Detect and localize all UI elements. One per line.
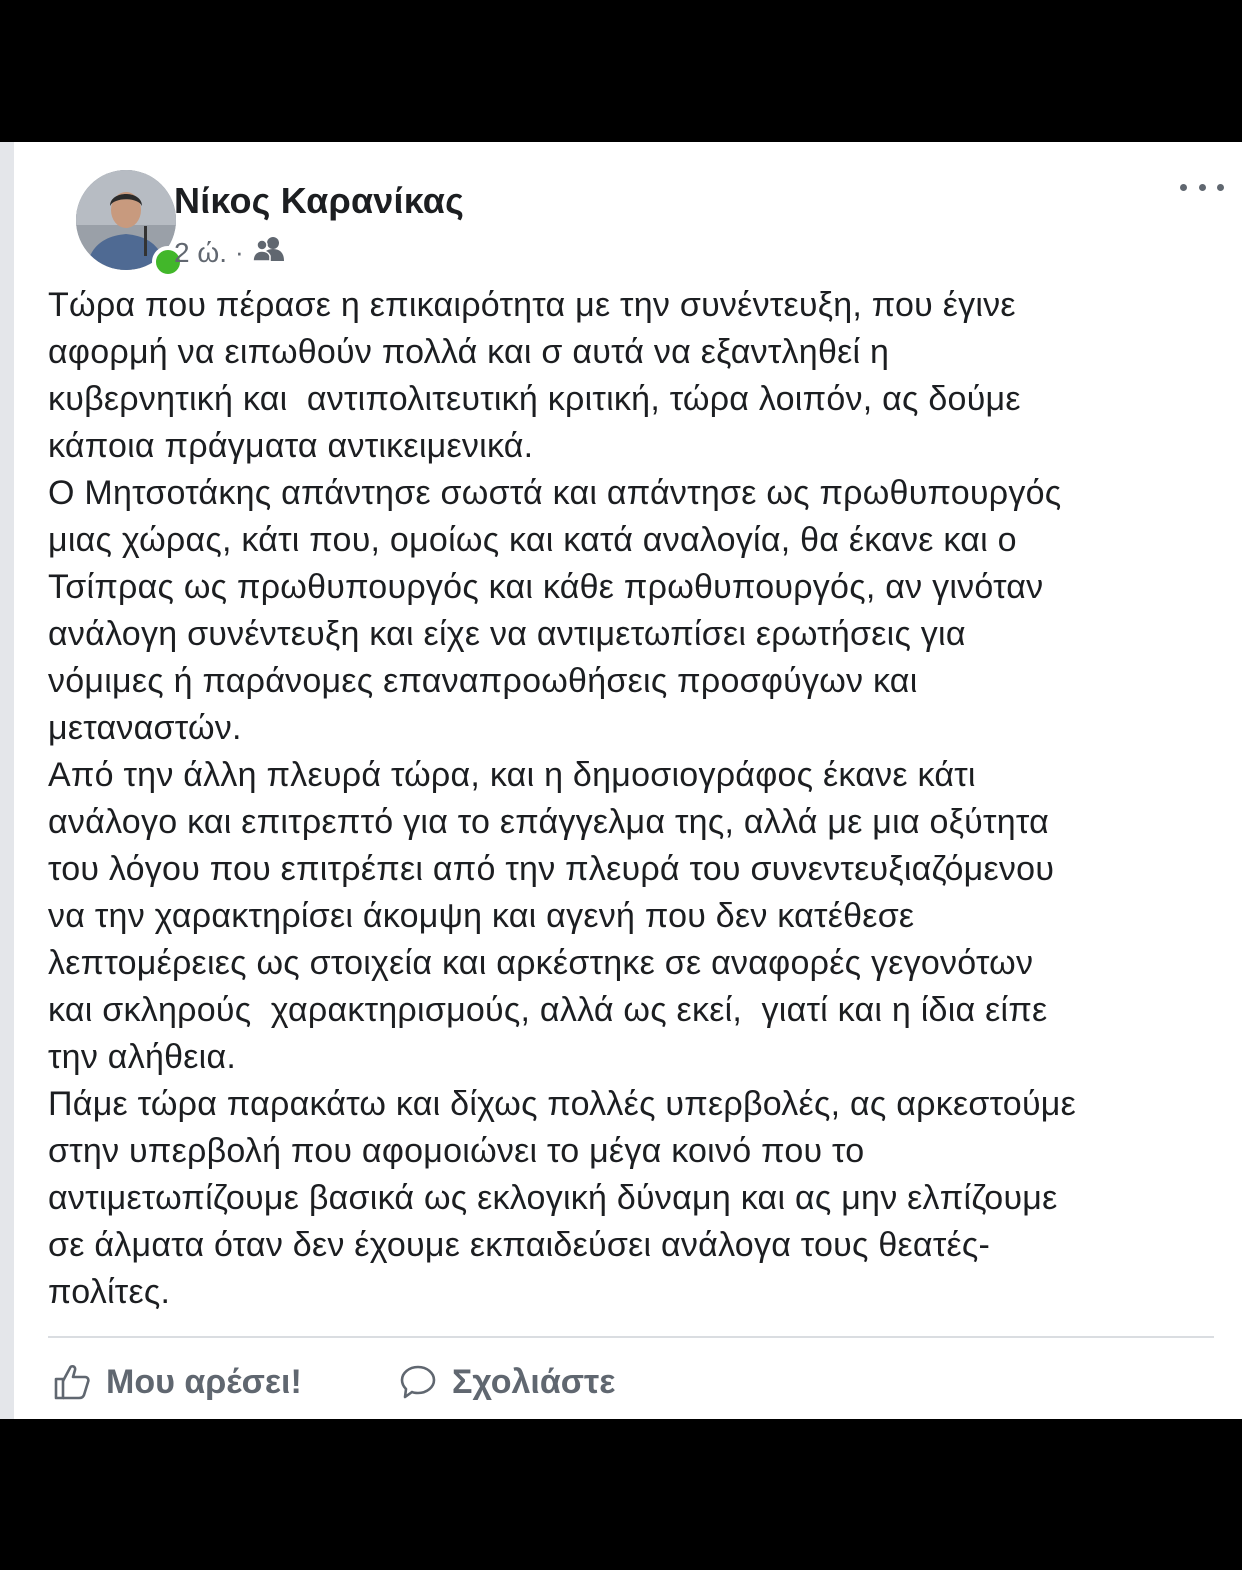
post-text-line: λεπτομέρειες ως στοιχεία και αρκέστηκε σε αναφορές γεγονότων <box>48 944 1034 982</box>
action-divider <box>48 1336 1214 1338</box>
post-meta <box>174 236 286 269</box>
comment-button[interactable] <box>398 1356 615 1408</box>
post-text-line: μεταναστών. <box>48 709 242 747</box>
post-text-line: και σκληρούς χαρακτηρισμούς, αλλά ως εκεί, γιατί και η ίδια είπε <box>48 991 1048 1029</box>
post-text-line: να την χαρακτηρίσει άκομψη και αγενή που δεν κατέθεσε <box>48 897 915 935</box>
post-text-line: Ο Μητσοτάκης απάντησε σωστά και απάντησε ως πρωθυπουργός <box>48 474 1062 512</box>
post-text-line: Τώρα που πέρασε η επικαιρότητα με την συνέντευξη, που έγινε <box>48 286 1016 324</box>
post-text-line: αντιμετωπίζουμε βασικά ως εκλογική δύναμη και ας μην ελπίζουμε <box>48 1179 1058 1217</box>
post-text-line: ανάλογη συνέντευξη και είχε να αντιμετωπίσει ερωτήσεις για <box>48 615 966 653</box>
post-text-line: πολίτες. <box>48 1273 171 1311</box>
post-text-line: Από την άλλη πλευρά τώρα, και η δημοσιογράφος έκανε κάτι <box>48 756 976 794</box>
post-text-line: σε άλματα όταν δεν έχουμε εκπαιδεύσει ανάλογα τους θεατές- <box>48 1226 991 1264</box>
post-text-line: μιας χώρας, κάτι που, ομοίως και κατά αναλογία, θα έκανε και ο <box>48 521 1017 559</box>
post-text-line: κυβερνητική και αντιπολιτευτική κριτική, τώρα λοιπόν, ας δούμε <box>48 380 1021 418</box>
post-card <box>0 142 1242 1419</box>
post-text-line: ανάλογο και επιτρεπτό για το επάγγελμα της, αλλά με μια οξύτητα <box>48 803 1049 841</box>
author-name[interactable]: Νίκος Καρανίκας <box>174 180 465 221</box>
comment-label: Σχολιάστε <box>452 1362 616 1401</box>
post-text-line: την αλήθεια. <box>48 1038 237 1076</box>
post-text-line: νόμιμες ή παράνομες επαναπροωθήσεις προσφύγων και <box>48 662 918 700</box>
post-text-line: Πάμε τώρα παρακάτω και δίχως πολλές υπερβολές, ας αρκεστούμε <box>48 1085 1077 1123</box>
post-text-line: αφορμή να ειπωθούν πολλά και σ αυτά να εξαντληθεί η <box>48 333 890 371</box>
post-timestamp[interactable]: 2 ώ. <box>174 236 227 268</box>
post-text-line: Τσίπρας ως πρωθυπουργός και κάθε πρωθυπουργός, αν γινόταν <box>48 568 1044 606</box>
like-label: Μου αρέσει! <box>106 1362 302 1401</box>
comment-icon <box>398 1362 438 1402</box>
post-text-line: του λόγου που επιτρέπει από την πλευρά του συνεντευξιαζόμενου <box>48 850 1055 888</box>
post-actions <box>42 1356 742 1408</box>
more-options-icon[interactable] <box>1180 172 1224 202</box>
meta-separator: · <box>235 237 244 267</box>
post-text-line: στην υπερβολή που αφομοιώνει το μέγα κοινό που το <box>48 1132 865 1170</box>
post-text <box>48 282 1242 1316</box>
thumbs-up-icon <box>52 1362 92 1402</box>
friends-icon[interactable] <box>252 236 286 269</box>
post-text-line: κάποια πράγματα αντικειμενικά. <box>48 427 534 465</box>
like-button[interactable] <box>52 1356 302 1408</box>
